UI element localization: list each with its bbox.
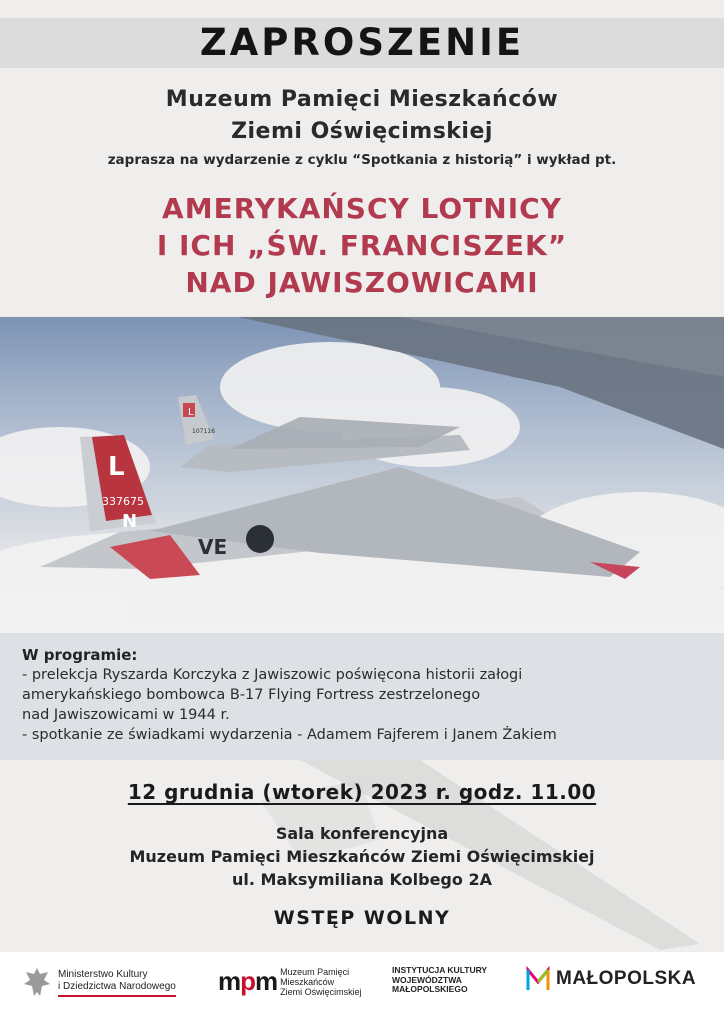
tail-letter: L bbox=[108, 452, 125, 482]
rear-serial: 107116 bbox=[192, 428, 215, 435]
tail-serial: 337675 bbox=[102, 495, 144, 508]
bombers-illustration bbox=[0, 317, 724, 633]
venue-line: ul. Maksymiliana Kolbego 2A bbox=[232, 870, 492, 889]
mpm-line: Ziemi Oświęcimskiej bbox=[280, 986, 362, 997]
mpm-logo bbox=[218, 966, 362, 997]
ministry-line: Ministerstwo Kultury bbox=[58, 969, 148, 980]
malopolska-text: MAŁOPOLSKA bbox=[556, 968, 697, 989]
program-heading: W programie: bbox=[22, 646, 138, 664]
institution-logo bbox=[392, 966, 487, 995]
program-line: - spotkanie ze świadkami wydarzenia - Adamem Fajferem i Janem Żakiem bbox=[22, 727, 557, 743]
event-date-text: 12 grudnia (wtorek) 2023 r. godz. 11.00 bbox=[127, 780, 597, 804]
page-title: ZAPROSZENIE bbox=[199, 21, 525, 64]
program-line: nad Jawiszowicami w 1944 r. bbox=[22, 707, 230, 723]
lecture-title-line: AMERYKAŃSCY LOTNICY bbox=[162, 192, 562, 225]
organizer-name bbox=[0, 84, 724, 148]
venue-line: Muzeum Pamięci Mieszkańców Ziemi Oświęcimskiej bbox=[129, 847, 595, 866]
invite-text: zaprasza na wydarzenie z cyklu “Spotkania z historią” i wykład pt. bbox=[107, 152, 617, 168]
organizer-line: Ziemi Oświęcimskiej bbox=[231, 119, 493, 144]
venue-line: Sala konferencyjna bbox=[275, 824, 449, 843]
sponsor-logos bbox=[0, 952, 724, 1024]
lecture-title bbox=[0, 190, 724, 301]
lecture-title-line: I ICH „ŚW. FRANCISZEK” bbox=[156, 229, 568, 262]
lecture-title-line: NAD JAWISZOWICAMI bbox=[185, 266, 539, 299]
free-entry: WSTĘP WOLNY bbox=[273, 907, 451, 929]
institution-line: INSTYTUCJA KULTURY bbox=[392, 965, 488, 975]
fuselage-code: VE bbox=[198, 535, 228, 559]
program-panel bbox=[0, 633, 724, 760]
event-date bbox=[0, 780, 724, 804]
malopolska-m-icon bbox=[526, 966, 550, 992]
program-line: - prelekcja Ryszarda Korczyka z Jawiszowic poświęcona historii załogi bbox=[22, 667, 523, 683]
malopolska-logo bbox=[526, 966, 696, 992]
organizer-line: Muzeum Pamięci Mieszkańców bbox=[165, 87, 559, 112]
tail-code: N bbox=[122, 511, 138, 532]
ministry-logo bbox=[22, 966, 176, 1000]
bombers-photo bbox=[0, 317, 724, 633]
mpm-line: Mieszkańców bbox=[280, 976, 335, 987]
eagle-icon bbox=[22, 966, 52, 1000]
mpm-line: Muzeum Pamięci bbox=[280, 966, 350, 977]
title-bar bbox=[0, 18, 724, 68]
ministry-line: i Dziedzictwa Narodowego bbox=[58, 981, 176, 992]
rear-tail-letter: L bbox=[188, 407, 194, 418]
institution-line: MAŁOPOLSKIEGO bbox=[392, 984, 468, 994]
institution-line: WOJEWÓDZTWA bbox=[392, 974, 462, 985]
program-line: amerykańskiego bombowca B-17 Flying Fortress zestrzelonego bbox=[22, 687, 481, 703]
mpm-mark: mpm bbox=[218, 966, 278, 996]
venue bbox=[0, 822, 724, 891]
